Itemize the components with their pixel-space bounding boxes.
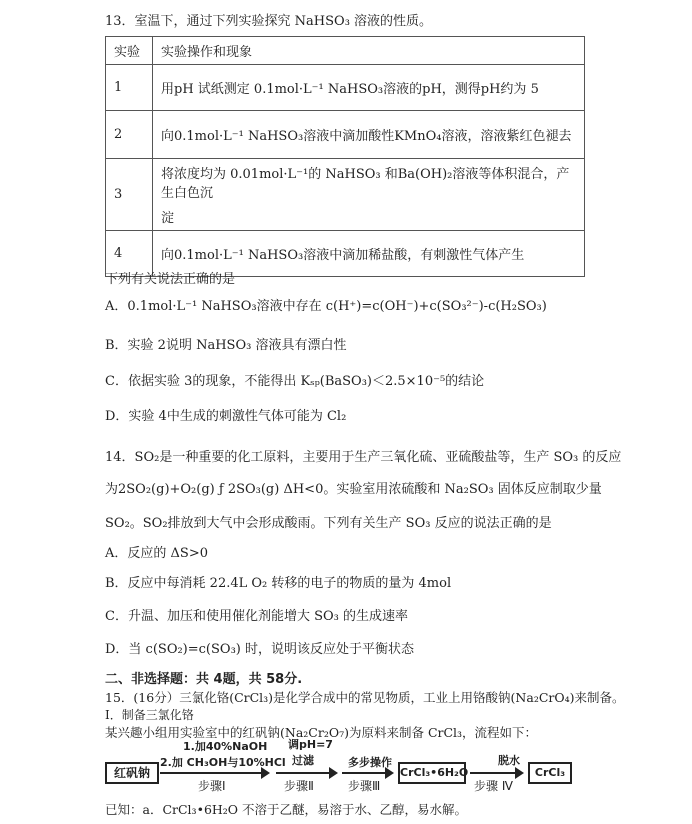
flow-step2-text1: 调pH=7 [288,738,333,751]
flow-arrow-3 [342,772,392,774]
table-header-row [106,37,585,65]
q14-option-d: D．当 c(SO₂)=c(SO₃) 时，说明该反应处于平衡状态 [105,642,414,657]
q13-option-b: B．实验 2说明 NaHSO₃ 溶液具有漂白性 [105,338,347,353]
q15-line1: 15．(16分）三氯化铬(CrCl₃)是化学合成中的常见物质，工业上用铬酸钠(Na₂CrO₄)来制备。 [105,690,625,705]
q13-prompt: 下列有关说法正确的是 [105,272,236,287]
row-text: 向0.1mol·L⁻¹ NaHSO₃溶液中滴加稀盐酸，有刺激性气体产生 [153,231,585,277]
q15-line2: 某兴趣小组用实验室中的红矾钠(Na₂Cr₂O₇)为原料来制备 CrCl₃，流程如下： [105,725,538,740]
flow-step1-text1: 1.加40%NaOH [183,740,268,753]
flow-start-box: 红矾钠 [105,762,159,784]
header-exp: 实验 [106,37,153,65]
flow-arrow-4 [470,772,522,774]
q14-line2: 为2SO₂(g)+O₂(g) ƒ 2SO₃(g) ΔH<0。实验室用浓硫酸和 Na₂SO₃ 固体反应制取少量 [105,482,602,497]
flow-step3-label: 步骤Ⅲ [348,779,381,793]
row-text-line1: 将浓度均为 0.01mol·L⁻¹的 NaHSO₃ 和Ba(OH)₂溶液等体积混合，产生白色沉 [161,167,570,201]
q13-option-c: C．依据实验 3的现象，不能得出 Kₛₚ(BaSO₃)＜2.5×10⁻⁵的结论 [105,374,485,389]
row-id: 4 [106,231,153,277]
q14-line3: SO₂。SO₂排放到大气中会形成酸雨。下列有关生产 SO₃ 反应的说法正确的是 [105,516,552,531]
row-id: 1 [106,65,153,111]
row-text: 向0.1mol·L⁻¹ NaHSO₃溶液中滴加酸性KMnO₄溶液，溶液紫红色褪去 [153,111,585,159]
flow-step2-label: 步骤Ⅱ [284,779,314,793]
flow-step3-text: 多步操作 [348,756,392,769]
q14-line1: 14．SO₂是一种重要的化工原料，主要用于生产三氧化硫、亚硫酸盐等，生产 SO₃ 的反应 [105,450,622,465]
flow-arrow-1 [160,772,268,774]
flow-step2-text2: 过滤 [292,754,314,767]
q14-option-c: C．升温、加压和使用催化剂能增大 SO₃ 的生成速率 [105,609,408,624]
flow-step1-text2: 2.加 CH₃OH与10%HCl [160,756,286,769]
row-id: 2 [106,111,153,159]
flow-step1-label: 步骤Ⅰ [198,779,226,793]
row-text [153,159,585,231]
flow-mid-box: CrCl₃•6H₂O [398,762,466,784]
flow-step4-text: 脱水 [498,754,520,767]
q13-option-d: D．实验 4中生成的刺激性气体可能为 Cl₂ [105,409,347,424]
flow-diagram [0,736,692,796]
flow-arrow-2 [276,772,336,774]
q15-known: 已知：a．CrCl₃•6H₂O 不溶于乙醚，易溶于水、乙醇，易水解。 [105,802,468,817]
header-op: 实验操作和现象 [153,37,585,65]
q14-option-b: B．反应中每消耗 22.4L O₂ 转移的电子的物质的量为 4mol [105,576,452,591]
flow-end-box: CrCl₃ [528,762,572,784]
table-row [106,111,585,159]
table-row [106,159,585,231]
q15-subheading: Ⅰ．制备三氯化铬 [105,708,194,722]
row-text: 用pH 试纸测定 0.1mol·L⁻¹ NaHSO₃溶液的pH，测得pH约为 5 [153,65,585,111]
q13-title: 13．室温下，通过下列实验探究 NaHSO₃ 溶液的性质。 [105,14,433,29]
experiment-table [105,36,585,277]
table-row [106,65,585,111]
q13-option-a: A．0.1mol·L⁻¹ NaHSO₃溶液中存在 c(H⁺)=c(OH⁻)+c(SO₃²⁻)-c(H₂SO₃) [105,299,547,314]
section-heading: 二、非选择题：共 4题，共 58分. [105,672,303,687]
row-id: 3 [106,159,153,231]
flow-step4-label: 步骤 Ⅳ [474,779,513,793]
row-text-line2: 淀 [161,211,175,226]
q14-option-a: A．反应的 ΔS>0 [105,546,208,561]
